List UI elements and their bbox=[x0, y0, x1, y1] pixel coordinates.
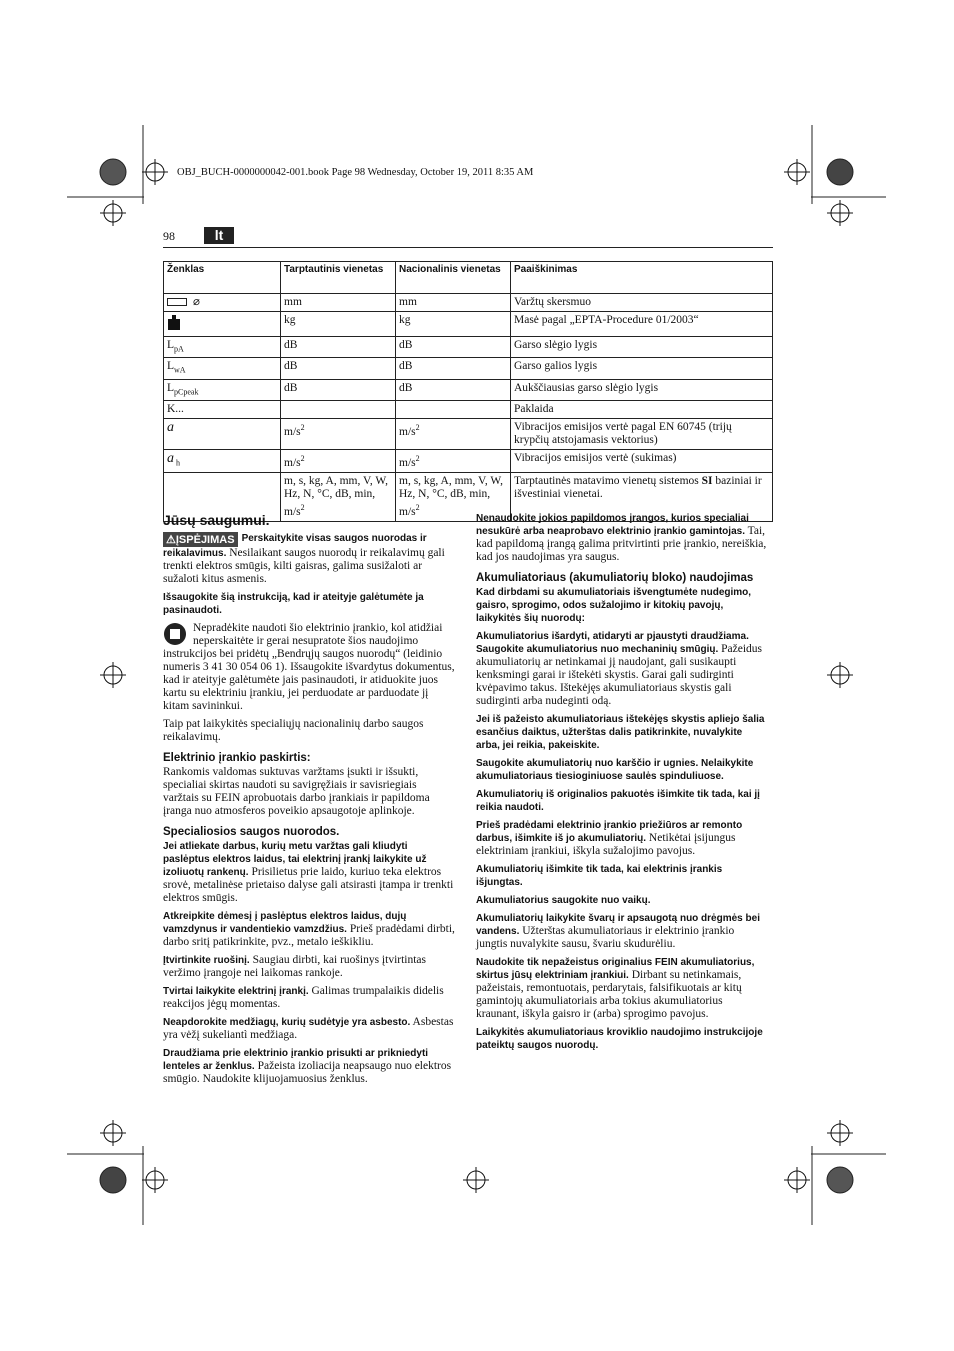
table-cell: Varžtų skersmuo bbox=[511, 294, 773, 312]
left-column bbox=[163, 512, 455, 1091]
table-cell: dB bbox=[281, 337, 396, 358]
symbol-cell: $L_{pA}$ bbox=[164, 337, 281, 358]
table-row bbox=[164, 294, 773, 312]
table-cell: Aukščiausias garso slėgio lygis bbox=[511, 379, 773, 400]
table-cell: m, s, kg, A, mm, V, W, Hz, N, °C, dB, min, $m/s^2$ bbox=[396, 472, 511, 521]
col-header-explanation: Paaiškinimas bbox=[511, 262, 773, 294]
col-header-national: Nacionalinis vienetas bbox=[396, 262, 511, 294]
paragraph: Akumuliatorių laikykite švarų ir apsaugotą nuo drėgmės bei vandens. Užterštas akumuliatoriaus ir elektrinio įrankio jungtis nuvalykite sausu, švariu skudurėliu. bbox=[476, 913, 760, 950]
paragraph: Kad dirbdami su akumuliatoriais išvengtumėte nudegimo, gaisro, sprogimo, odos sužalojimo ir kitokių pavojų, laikykitės šių nuorodų: bbox=[476, 587, 752, 624]
col-header-intl: Tarptautinis vienetas bbox=[281, 262, 396, 294]
warning-badge: ⚠ĮSPĖJIMAS bbox=[163, 532, 238, 547]
symbol-cell: ⌀ bbox=[164, 294, 281, 312]
symbol-cell bbox=[164, 312, 281, 337]
table-cell: dB bbox=[396, 358, 511, 379]
subheading: Elektrinio įrankio paskirtis: bbox=[163, 752, 311, 764]
table-row bbox=[164, 312, 773, 337]
table-cell: dB bbox=[396, 337, 511, 358]
paragraph: Įtvirtinkite ruošinį. Saugiau dirbti, kai ruošinys įtvirtintas veržimo įrangoje nei laikomas rankoje. bbox=[163, 954, 427, 979]
right-column bbox=[476, 512, 768, 1057]
paragraph: Išsaugokite šią instrukciją, kad ir ateityje galėtumėte ja pasinaudoti. bbox=[163, 592, 424, 616]
symbol-cell: $L_{pCpeak}$ bbox=[164, 379, 281, 400]
table-cell: Vibracijos emisijos vertė (sukimas) bbox=[511, 449, 773, 472]
weight-icon bbox=[167, 314, 181, 330]
symbol-cell: a bbox=[164, 418, 281, 449]
col-header-symbol: Ženklas bbox=[164, 262, 281, 294]
table-row bbox=[164, 449, 773, 472]
paragraph: Akumuliatorius išardyti, atidaryti ar pjaustyti draudžiama. Saugokite akumuliatorius nuo mechaninių smūgių. Pažeidus akumuliatorių ar netinkamai jį naudojant, gali susikaupti kenksmingi garai ir ištekėti skystis. Garai gali sudirginti kvėpavimo takus. Ištekėjęs akumuliatoriaus skystis gali sudirginti arba nudeginti odą. bbox=[476, 631, 763, 707]
paragraph: Prieš pradėdami elektrinio įrankio priežiūros ar remonto darbus, išimkite iš jo akumuliatorių. Netikėtai įsijungus elektriniam įrankiui, iškyla sužalojimo pavojus. bbox=[476, 820, 743, 857]
table-row bbox=[164, 418, 773, 449]
paragraph: Akumuliatorių iš originalios pakuotės išimkite tik tada, kai jį reikia naudoti. bbox=[476, 789, 760, 813]
paragraph: Nepradėkite naudoti šio elektrinio įrankio, kol atidžiai neperskaitėte ir gerai nesupratote šios naudojimo instrukcijos bei pridėtų „Bendrųjų saugos nuorodų“ (leidinio numeris 3 41 30 054 06 1). Išsaugokite išvardytus dokumentus, kad ir ateityje galėtumėte jais pasinaudoti, ir atiduokite juos kartu su elektriniu įrankiu, jei perduodate ar parduodate jį kitam savininkui. bbox=[163, 622, 455, 712]
screw-diameter-icon bbox=[167, 298, 187, 306]
symbol-cell: $L_{wA}$ bbox=[164, 358, 281, 379]
table-cell: Garso slėgio lygis bbox=[511, 337, 773, 358]
table-cell: kg bbox=[396, 312, 511, 337]
paragraph: ⚠ĮSPĖJIMAS Perskaitykite visas saugos nuorodas ir reikalavimus. Nesilaikant saugos nuorodų ir reikalavimų gali trenkti elektros smūgis, kilti gaisras, galima susižaloti ar sužaloti kitus asmenis. bbox=[163, 533, 445, 585]
table-cell: $m/s^2$ bbox=[396, 449, 511, 472]
table-cell: $m/s^2$ bbox=[396, 418, 511, 449]
symbol-table bbox=[163, 261, 773, 522]
subheading: Specialiosios saugos nuorodos. bbox=[163, 826, 340, 838]
table-cell: kg bbox=[281, 312, 396, 337]
paragraph: Akumuliatorius saugokite nuo vaikų. bbox=[476, 895, 651, 906]
paragraph: Rankomis valdomas suktuvas varžtams įsukti ir išsukti, specialiai skirtas naudoti su savigręžiais ir savisriegiais varžtais su FEIN aprobuotais darbo įrankiais ir papildoma įranga nuo atmosferos poveikio apsaugotoje aplinkoje. bbox=[163, 766, 430, 817]
table-row bbox=[164, 337, 773, 358]
table-cell: m, s, kg, A, mm, V, W, Hz, N, °C, dB, min, $m/s^2$ bbox=[281, 472, 396, 521]
table-row bbox=[164, 358, 773, 379]
table-cell: dB bbox=[281, 358, 396, 379]
table-cell: Garso galios lygis bbox=[511, 358, 773, 379]
paragraph: Draudžiama prie elektrinio įrankio prisukti ar prikniedyti lenteles ar ženklus. Pažeista izoliacija neapsaugo nuo elektros smūgio. Naudokite klijuojamuosius ženklus. bbox=[163, 1048, 452, 1085]
section-title: Jūsų saugumui. bbox=[163, 512, 270, 528]
table-cell: mm bbox=[281, 294, 396, 312]
paragraph: Akumuliatorių išimkite tik tada, kai elektrinis įrankis išjungtas. bbox=[476, 864, 723, 888]
language-badge: lt bbox=[204, 227, 234, 244]
table-cell: dB bbox=[281, 379, 396, 400]
table-cell: Tarptautinės matavimo vienetų sistemos SI baziniai ir išvestiniai vienetai. bbox=[511, 472, 773, 521]
table-cell: Masė pagal „EPTA-Procedure 01/2003“ bbox=[511, 312, 773, 337]
paragraph: Taip pat laikykitės specialiųjų nacionalinių darbo saugos reikalavimų. bbox=[163, 718, 424, 743]
table-row bbox=[164, 400, 773, 418]
paragraph: Tvirtai laikykite elektrinį įrankį. Galimas trumpalaikis didelis reakcijos jėgų momentas. bbox=[163, 985, 444, 1010]
paragraph: Jei iš pažeisto akumuliatoriaus ištekėjęs skystis apliejo šalia esančius daiktus, užterštas dalis patikrinkite, nuvalykite arba, jei reikia, pakeiskite. bbox=[476, 714, 765, 751]
paragraph: Nenaudokite jokios papildomos įrangos, kurios specialiai nesukūrė arba neaprobavo elektrinio įrankio gamintojas. Tai, kad papildomą įrangą galima pritvirtinti prie įrankio, nereiškia, kad jos naudojimas yra saugus. bbox=[476, 513, 767, 563]
subheading: Akumuliatoriaus (akumuliatorių bloko) naudojimas bbox=[476, 572, 754, 584]
table-cell bbox=[396, 400, 511, 418]
page-number: 98 bbox=[163, 229, 175, 243]
table-cell: $m/s^2$ bbox=[281, 418, 396, 449]
table-cell: dB bbox=[396, 379, 511, 400]
table-header-row bbox=[164, 262, 773, 294]
table-cell: $m/s^2$ bbox=[281, 449, 396, 472]
paragraph: Saugokite akumuliatorių nuo karščio ir ugnies. Nelaikykite akumuliatoriaus tiesioginiuose saulės spinduliuose. bbox=[476, 758, 754, 782]
symbol-cell: K... bbox=[164, 400, 281, 418]
table-cell bbox=[281, 400, 396, 418]
paragraph: Atkreipkite dėmesį į paslėptus elektros laidus, dujų vamzdynus ir vandentiekio vamzdžius. Prieš pradėdami dirbti, darbo sritį patikrinkite, pvz., metalo ieškikliu. bbox=[163, 911, 455, 948]
read-manual-icon bbox=[163, 622, 187, 646]
file-header: OBJ_BUCH-0000000042-001.book Page 98 Wednesday, October 19, 2011 8:35 AM bbox=[177, 167, 534, 178]
table-cell: Paklaida bbox=[511, 400, 773, 418]
table-row bbox=[164, 379, 773, 400]
table-cell: Vibracijos emisijos vertė pagal EN 60745 (trijų krypčių atstojamasis vektorius) bbox=[511, 418, 773, 449]
symbol-cell: a $_h$ bbox=[164, 449, 281, 472]
paragraph: Jei atliekate darbus, kurių metu varžtas gali kliudyti paslėptus elektros laidus, tai elektrinį įrankį laikykite už izoliuotų rankenų. Prisilietus prie laido, kuriuo teka elektros srovė, metalinėse prietaiso dalyse gali atsirasti įtampa ir trenkti elektros smūgis. bbox=[163, 841, 454, 904]
paragraph: Naudokite tik nepažeistus originalius FEIN akumuliatorius, skirtus jūsų elektriniam įrankiui. Dirbant su netinkamais, pažeistais, remontuotais, perdarytais, falsifikuotais ar kitų gamintojų akumuliatoriais arba tokius akumuliatorius kraunant, iškyla gaisro ir (arba) sprogimo pavojus. bbox=[476, 957, 755, 1020]
paragraph: Laikykitės akumuliatoriaus kroviklio naudojimo instrukcijoje pateiktų saugos nuorodų. bbox=[476, 1027, 763, 1051]
table-cell: mm bbox=[396, 294, 511, 312]
paragraph: Neapdorokite medžiagų, kurių sudėtyje yra asbesto. Asbestas yra vėžį sukeliantì medžiaga. bbox=[163, 1016, 454, 1041]
header-rule bbox=[163, 247, 773, 248]
